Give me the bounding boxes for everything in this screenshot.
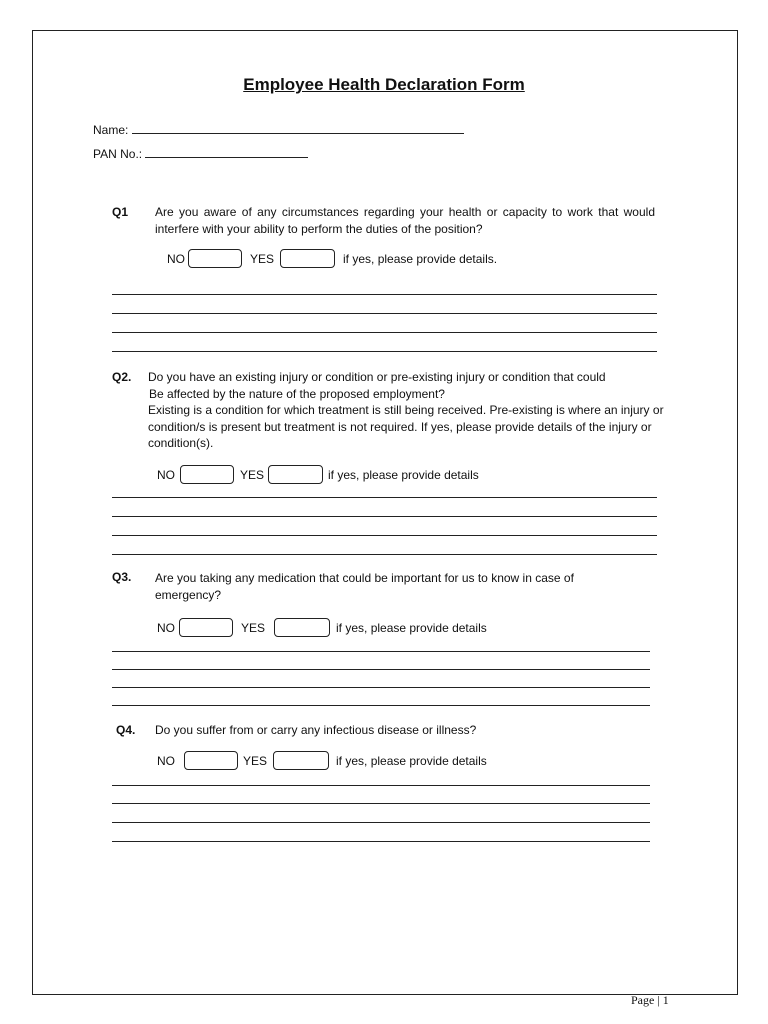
q3-number: Q3. bbox=[112, 570, 132, 584]
q1-yes-checkbox[interactable] bbox=[280, 249, 335, 268]
q4-details-line[interactable] bbox=[112, 841, 650, 842]
q2-answer-row bbox=[157, 465, 479, 484]
q1-yes-label: YES bbox=[250, 251, 275, 266]
q3-details-label: if yes, please provide details bbox=[336, 620, 487, 635]
pan-field bbox=[93, 145, 308, 161]
q4-details-label: if yes, please provide details bbox=[336, 753, 487, 768]
q2-number: Q2. bbox=[112, 370, 132, 384]
q4-number: Q4. bbox=[116, 723, 136, 737]
q2-details-line[interactable] bbox=[112, 535, 657, 536]
pan-input-line[interactable] bbox=[145, 145, 308, 158]
q2-yes-checkbox[interactable] bbox=[268, 465, 323, 484]
q3-yes-checkbox[interactable] bbox=[274, 618, 330, 637]
q2-text-line3: Existing is a condition for which treatment is still being received. Pre-existing is where an injury or condition/s is present but treatment is not required. If yes, please provide details of the injury or condition(s). bbox=[148, 403, 664, 450]
q4-no-label: NO bbox=[157, 753, 175, 768]
q3-yes-label: YES bbox=[241, 620, 266, 635]
q3-details-line[interactable] bbox=[112, 651, 650, 652]
q2-no-checkbox[interactable] bbox=[180, 465, 234, 484]
form-title: Employee Health Declaration Form bbox=[243, 75, 525, 94]
q4-yes-label: YES bbox=[243, 753, 268, 768]
q1-details-line[interactable] bbox=[112, 313, 657, 314]
pan-label: PAN No.: bbox=[93, 147, 143, 161]
q3-no-label: NO bbox=[157, 620, 175, 635]
q2-no-label: NO bbox=[157, 467, 175, 482]
q3-answer-row bbox=[157, 618, 487, 637]
q4-no-checkbox[interactable] bbox=[184, 751, 238, 770]
q2-details-label: if yes, please provide details bbox=[328, 467, 479, 482]
q4-details-line[interactable] bbox=[112, 803, 650, 804]
q3-details-line[interactable] bbox=[112, 669, 650, 670]
page-border bbox=[32, 30, 738, 995]
q2-yes-label: YES bbox=[240, 467, 265, 482]
q2-details-line[interactable] bbox=[112, 554, 657, 555]
q3-text: Are you taking any medication that could be important for us to know in case of emergency? bbox=[155, 571, 574, 602]
name-field bbox=[93, 121, 464, 137]
q1-no-checkbox[interactable] bbox=[188, 249, 242, 268]
q1-details-label: if yes, please provide details. bbox=[343, 251, 498, 266]
q1-details-line[interactable] bbox=[112, 351, 657, 352]
q1-no-label: NO bbox=[167, 251, 185, 266]
q3-details-line[interactable] bbox=[112, 687, 650, 688]
q3-no-checkbox[interactable] bbox=[179, 618, 233, 637]
q1-details-line[interactable] bbox=[112, 294, 657, 295]
q1-answer-row bbox=[167, 249, 497, 268]
q2-text-line2: Be affected by the nature of the proposed employment? bbox=[149, 387, 445, 401]
q4-answer-row bbox=[157, 751, 487, 770]
q4-details-line[interactable] bbox=[112, 822, 650, 823]
q3-details-line[interactable] bbox=[112, 705, 650, 706]
name-label: Name: bbox=[93, 123, 129, 137]
q4-text: Do you suffer from or carry any infectious disease or illness? bbox=[155, 723, 477, 737]
name-input-line[interactable] bbox=[132, 121, 464, 134]
q2-details-line[interactable] bbox=[112, 497, 657, 498]
q2-text-line1: Do you have an existing injury or condition or pre-existing injury or condition that could bbox=[148, 370, 606, 384]
q4-details-line[interactable] bbox=[112, 785, 650, 786]
page-number: Page | 1 bbox=[631, 993, 669, 1007]
q1-number: Q1 bbox=[112, 205, 129, 219]
q4-yes-checkbox[interactable] bbox=[273, 751, 329, 770]
q2-details-line[interactable] bbox=[112, 516, 657, 517]
q1-details-line[interactable] bbox=[112, 332, 657, 333]
q1-text: Are you aware of any circumstances regarding your health or capacity to work that would interfere with your ability to perform the duties of the position? bbox=[155, 205, 655, 236]
